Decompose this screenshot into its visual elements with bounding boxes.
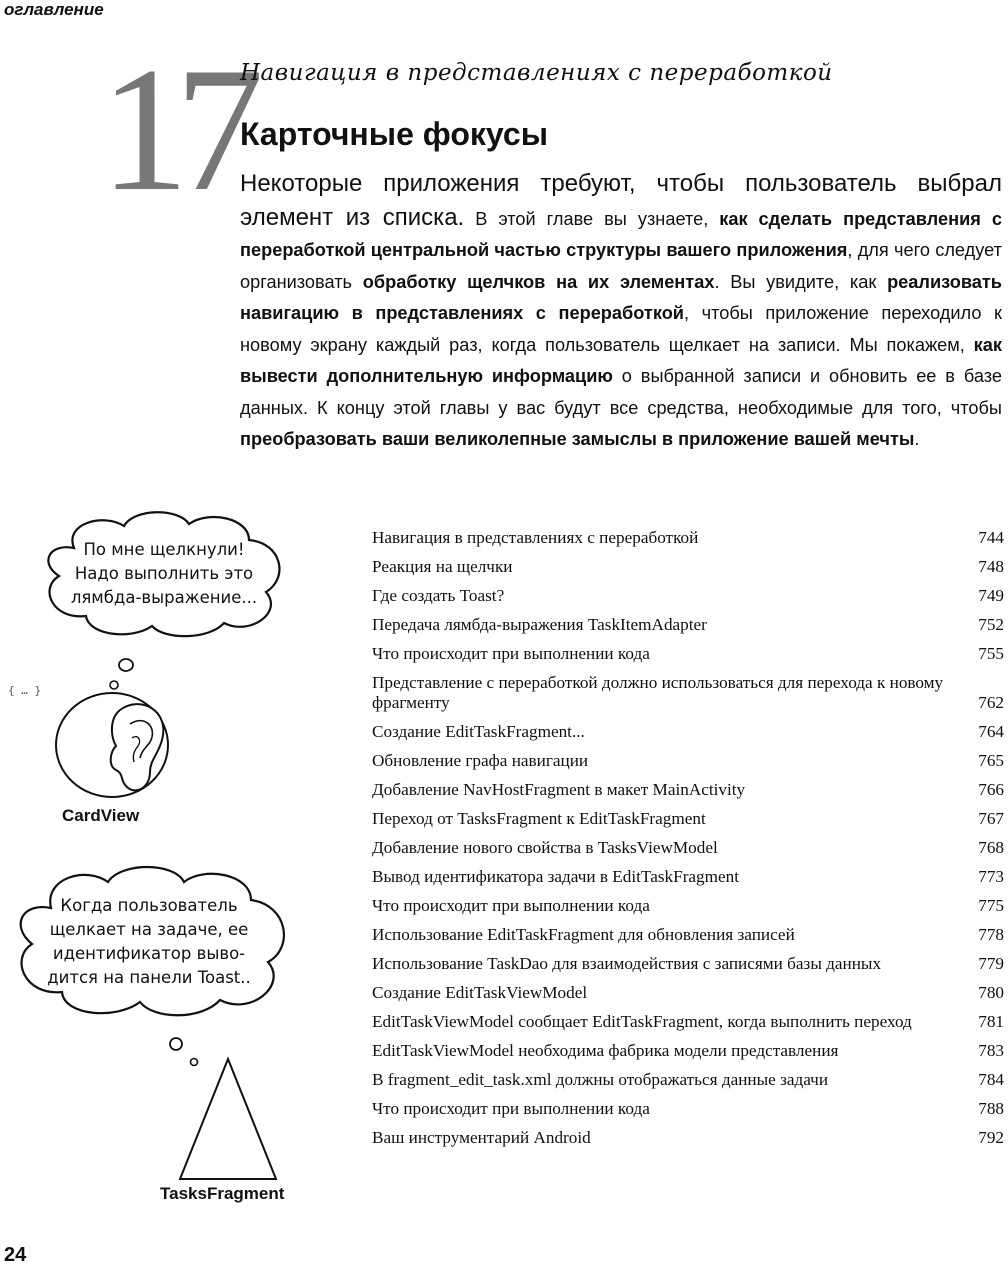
toc-entry[interactable] <box>372 925 1004 945</box>
chapter-number: 17 <box>100 30 250 228</box>
table-of-contents <box>372 528 1004 1157</box>
toc-entry-title: EditTaskViewModel необходима фабрика модели представления <box>372 1041 839 1060</box>
intro-bold: обработку щелчков на их элементах <box>362 271 715 292</box>
toc-entry[interactable] <box>372 867 1004 887</box>
toc-entry[interactable] <box>372 954 1004 974</box>
intro-bold: реализовать навигацию в представлениях с переработкой <box>240 271 1002 323</box>
toc-entry-title: Добавление NavHostFragment в макет MainActivity <box>372 780 746 799</box>
toc-entry-page: 780 <box>978 983 1004 1002</box>
toc-entry-page: 784 <box>978 1070 1004 1089</box>
toc-entry[interactable] <box>372 528 1004 548</box>
thought-bubbles-icon <box>100 655 140 695</box>
triangle-icon <box>176 1055 280 1185</box>
toc-entry-title: Использование TaskDao для взаимодействия с записями базы данных <box>372 954 882 973</box>
intro-bold: преобразовать ваши великолепные замыслы в приложение вашей мечты <box>240 429 915 449</box>
cloud-line: лямбда-выражение... <box>70 588 258 607</box>
toc-entry-title: Ваш инструментарий Android <box>372 1128 591 1147</box>
lambda-braces: { … } <box>8 684 42 697</box>
toc-entry-title: Навигация в представлениях с переработкой <box>372 528 699 547</box>
toc-entry-title: Создание EditTaskFragment... <box>372 722 585 741</box>
toc-entry-title: Что происходит при выполнении кода <box>372 644 650 663</box>
intro-bold: как вывести дополнительную информацию <box>240 334 1002 386</box>
intro-text: , чтобы приложение переходило к новому экрану каждый раз, когда пользователь щелкает на записи. Мы покажем, <box>240 303 1002 355</box>
toc-entry-title: Что происходит при выполнении кода <box>372 896 650 915</box>
toc-entry[interactable] <box>372 983 1004 1003</box>
toc-entry[interactable] <box>372 896 1004 916</box>
toc-entry[interactable] <box>372 1041 1004 1061</box>
toc-entry[interactable] <box>372 673 1004 713</box>
toc-entry[interactable] <box>372 751 1004 771</box>
chapter-title: Карточные фокусы <box>240 116 549 152</box>
toc-entry-title: EditTaskViewModel сообщает EditTaskFragment, когда выполнить переход <box>372 1012 912 1031</box>
toc-entry-page: 748 <box>978 557 1004 576</box>
toc-entry[interactable] <box>372 1128 1004 1148</box>
cloud-line: Надо выполнить это <box>74 564 254 583</box>
toc-entry-page: 766 <box>978 780 1004 799</box>
toc-entry-page: 755 <box>978 644 1004 663</box>
toc-entry[interactable] <box>372 557 1004 577</box>
toc-entry[interactable] <box>372 722 1004 742</box>
toc-entry-title: Представление с переработкой должно использоваться для перехода к новому фрагменту <box>372 673 944 712</box>
toc-entry[interactable] <box>372 1070 1004 1090</box>
cloud-line: дится на панели Toast.. <box>47 968 251 987</box>
cloud-line: идентификатор выво- <box>52 944 246 963</box>
toc-entry-page: 779 <box>978 954 1004 973</box>
toc-entry-title: Создание EditTaskViewModel <box>372 983 588 1002</box>
toc-entry[interactable] <box>372 615 1004 635</box>
thought-cloud-cardview <box>34 508 294 638</box>
chapter-intro <box>240 168 1002 456</box>
toc-entry-page: 781 <box>978 1012 1004 1031</box>
toc-entry-page: 749 <box>978 586 1004 605</box>
toc-entry-title: Где создать Toast? <box>372 586 505 605</box>
toc-entry-page: 768 <box>978 838 1004 857</box>
toc-entry[interactable] <box>372 1099 1004 1119</box>
cloud-line: По мне щелкнули! <box>83 540 245 559</box>
toc-entry-title: Обновление графа навигации <box>372 751 589 770</box>
toc-entry-page: 744 <box>978 528 1004 547</box>
toc-entry[interactable] <box>372 644 1004 664</box>
thought-cloud-tasksfragment <box>6 860 296 1020</box>
toc-entry[interactable] <box>372 586 1004 606</box>
toc-entry[interactable] <box>372 809 1004 829</box>
running-head: оглавление <box>4 0 104 19</box>
toc-entry-page: 792 <box>978 1128 1004 1147</box>
toc-entry-page: 773 <box>978 867 1004 886</box>
tasksfragment-caption: TasksFragment <box>160 1184 285 1203</box>
intro-bold: как сделать представления с переработкой центральной частью структуры вашего приложения <box>240 208 1002 260</box>
page-number: 24 <box>4 1244 27 1266</box>
toc-entry-title: Добавление нового свойства в TasksViewModel <box>372 838 718 857</box>
toc-entry-page: 762 <box>978 693 1004 712</box>
toc-entry-page: 778 <box>978 925 1004 944</box>
intro-text: . Вы увидите, как <box>714 271 888 292</box>
toc-entry-title: Что происходит при выполнении кода <box>372 1099 650 1118</box>
ear-icon <box>50 690 190 810</box>
toc-entry-title: В fragment_edit_task.xml должны отображаться данные задачи <box>372 1070 829 1089</box>
toc-entry-title: Использование EditTaskFragment для обновления записей <box>372 925 795 944</box>
intro-text: о выбранной записи и обновить ее в базе данных. К концу этой главы у вас будут все средства, необходимые для того, чтобы <box>240 366 1002 418</box>
intro-text: , для чего следует организовать <box>240 240 1002 292</box>
toc-entry-title: Передача лямбда-выражения TaskItemAdapter <box>372 615 707 634</box>
toc-entry-page: 788 <box>978 1099 1004 1118</box>
toc-entry-title: Вывод идентификатора задачи в EditTaskFragment <box>372 867 740 886</box>
intro-text: В этой главе вы узнаете, <box>464 208 720 229</box>
cloud-line: щелкает на задаче, ее <box>49 920 249 939</box>
toc-entry-page: 767 <box>978 809 1004 828</box>
cardview-caption: CardView <box>62 806 140 825</box>
intro-lead: Некоторые приложения требуют, чтобы пользователь выбрал элемент из списка. <box>240 170 1002 231</box>
toc-entry-page: 775 <box>978 896 1004 915</box>
toc-entry-title: Реакция на щелчки <box>372 557 513 576</box>
intro-text: . <box>914 429 920 449</box>
cloud-line: Когда пользователь <box>60 896 238 915</box>
toc-entry-page: 783 <box>978 1041 1004 1060</box>
toc-entry[interactable] <box>372 1012 1004 1032</box>
toc-entry-page: 765 <box>978 751 1004 770</box>
toc-entry[interactable] <box>372 838 1004 858</box>
toc-entry-page: 752 <box>978 615 1004 634</box>
toc-entry-title: Переход от TasksFragment к EditTaskFragment <box>372 809 706 828</box>
toc-entry-page: 764 <box>978 722 1004 741</box>
toc-entry[interactable] <box>372 780 1004 800</box>
chapter-kicker: Навигация в представлениях с переработкой <box>240 60 833 86</box>
